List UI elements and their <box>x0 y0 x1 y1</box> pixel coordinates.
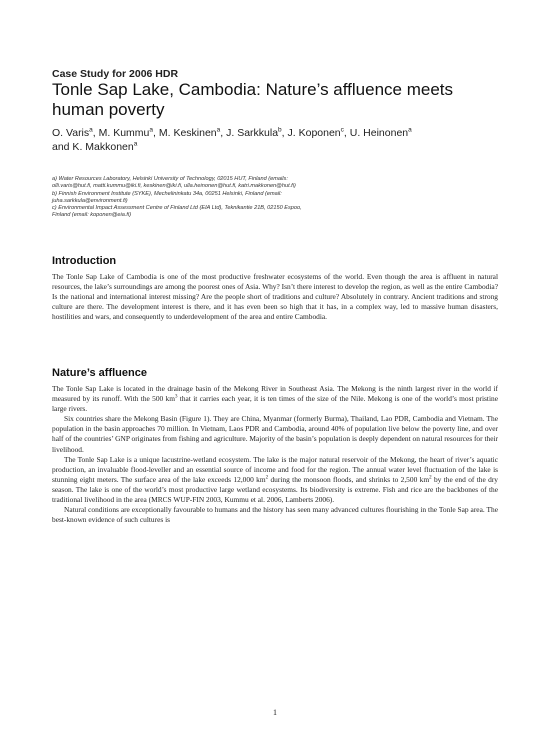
author: U. Heinonen$^a$ <box>349 126 412 139</box>
section-heading-introduction: Introduction <box>52 255 117 267</box>
author: M. Keskinen$^a$, <box>158 126 227 139</box>
paragraph: Natural conditions are exceptionally favourable to humans and the history has seen many advanced cultures flourishing in the Tonle Sap area. The best-known evidence of such cultures is <box>52 505 498 525</box>
natures-affluence-body <box>52 384 498 714</box>
affiliation-line: b) Finnish Environment Institute (SYKE), Mechelininkatu 34a, 00251 Helsinki, Finland (email: <box>52 190 282 197</box>
affiliation-line: a) Water Resources Laboratory, Helsinki University of Technology, 02015 HUT, Finland (emails: <box>52 176 288 182</box>
affiliation-line: juha.sarkkula@environment.fi) <box>52 197 128 204</box>
case-study-label: Case Study for 2006 HDR <box>52 68 179 80</box>
affiliation-line: Finland (email: koponen@eia.fi) <box>52 212 132 219</box>
author: J. Sarkkula$^b$, <box>226 126 288 139</box>
affiliation-line: olli.varis@hut.fi, matti.kummu@iki.fi, keskinen@iki.fi, ulla.heinonen@hut.fi, katri.makkonen@hut.fi) <box>52 183 296 190</box>
introduction-body <box>52 272 498 322</box>
page-number: 1 <box>273 708 277 717</box>
author: J. Koponen$^c$, <box>287 126 350 139</box>
author-list <box>52 126 492 154</box>
author: O. Varis$^a$, <box>52 126 99 139</box>
paper-title: Tonle Sap Lake, Cambodia: Nature’s affluence meets human poverty <box>52 80 454 119</box>
author: and K. Makkonen$^a$ <box>52 140 138 153</box>
paragraph: The Tonle Sap Lake is located in the drainage basin of the Mekong River in Southeast Asia. The Mekong is the ninth largest river in the world if measured by its runoff. With the 500 $km^3$ that it carries each year, it is ten times of the size of the Nile. Mekong is one of the world’s most pristine large rivers. <box>52 384 498 414</box>
author: M. Kummu$^a$, <box>98 126 159 139</box>
affiliations <box>52 176 497 220</box>
section-heading-natures-affluence: Nature’s affluence <box>52 367 147 379</box>
paragraph: The Tonle Sap Lake is a unique lacustrine-wetland ecosystem. The lake is the major natural reservoir of the Mekong, the heart of river’s aquatic production, an invaluable flood-leveller and an essential source of income and food for the region. The annual water level fluctuation of the lake is stunning eight meters. The surface area of the lake exceeds 12,000 $km^2$ during the monsoon floods, and shrinks to 2,500 $km^2$ by the end of the dry season. The lake is one of the world’s most productive large wetland ecosystems. Its biodiversity is extreme. Fish and rice are the backbones of the traditional livelihood in the area (MRCS WUP-FIN 2003, Kummu et al. 2006, Lamberts 2006). <box>52 454 498 505</box>
paragraph: The Tonle Sap Lake of Cambodia is one of the most productive freshwater ecosystems of the world. Even though the area is affluent in natural resources, the lake’s surroundings are among the poorest ones of Asia. Why? Isn’t there interest to develop the region, as well as the entire Cambodia? Is the national and international interest missing? Are the people short of traditions and culture? Absolutely in contrary. Ancient traditions and strong culture are there. The development interest is there, and it has even been so high that it has, in a complex way, led to massive human disasters, hostilities and wars, and consequently to underdevelopment of the area and entire Cambodia. <box>52 272 498 322</box>
paragraph: Six countries share the Mekong Basin (Figure 1). They are China, Myanmar (formerly Burma), Thailand, Lao PDR, Cambodia and Vietnam. The population in the basin approaches 70 million. In Vietnam, Laos PDR and Cambodia, around 40% of population live below the poverty line, and over half of the countries’ GNP originates from fishing and agriculture. Majority of the basin’s population is deeply dependent on natural resources for their livelihood. <box>52 414 498 454</box>
affiliation-line: c) Environmental Impact Assessment Centre of Finland Ltd (EIA Ltd), Teknikantie 21B, 02150 Espoo, <box>52 205 302 212</box>
